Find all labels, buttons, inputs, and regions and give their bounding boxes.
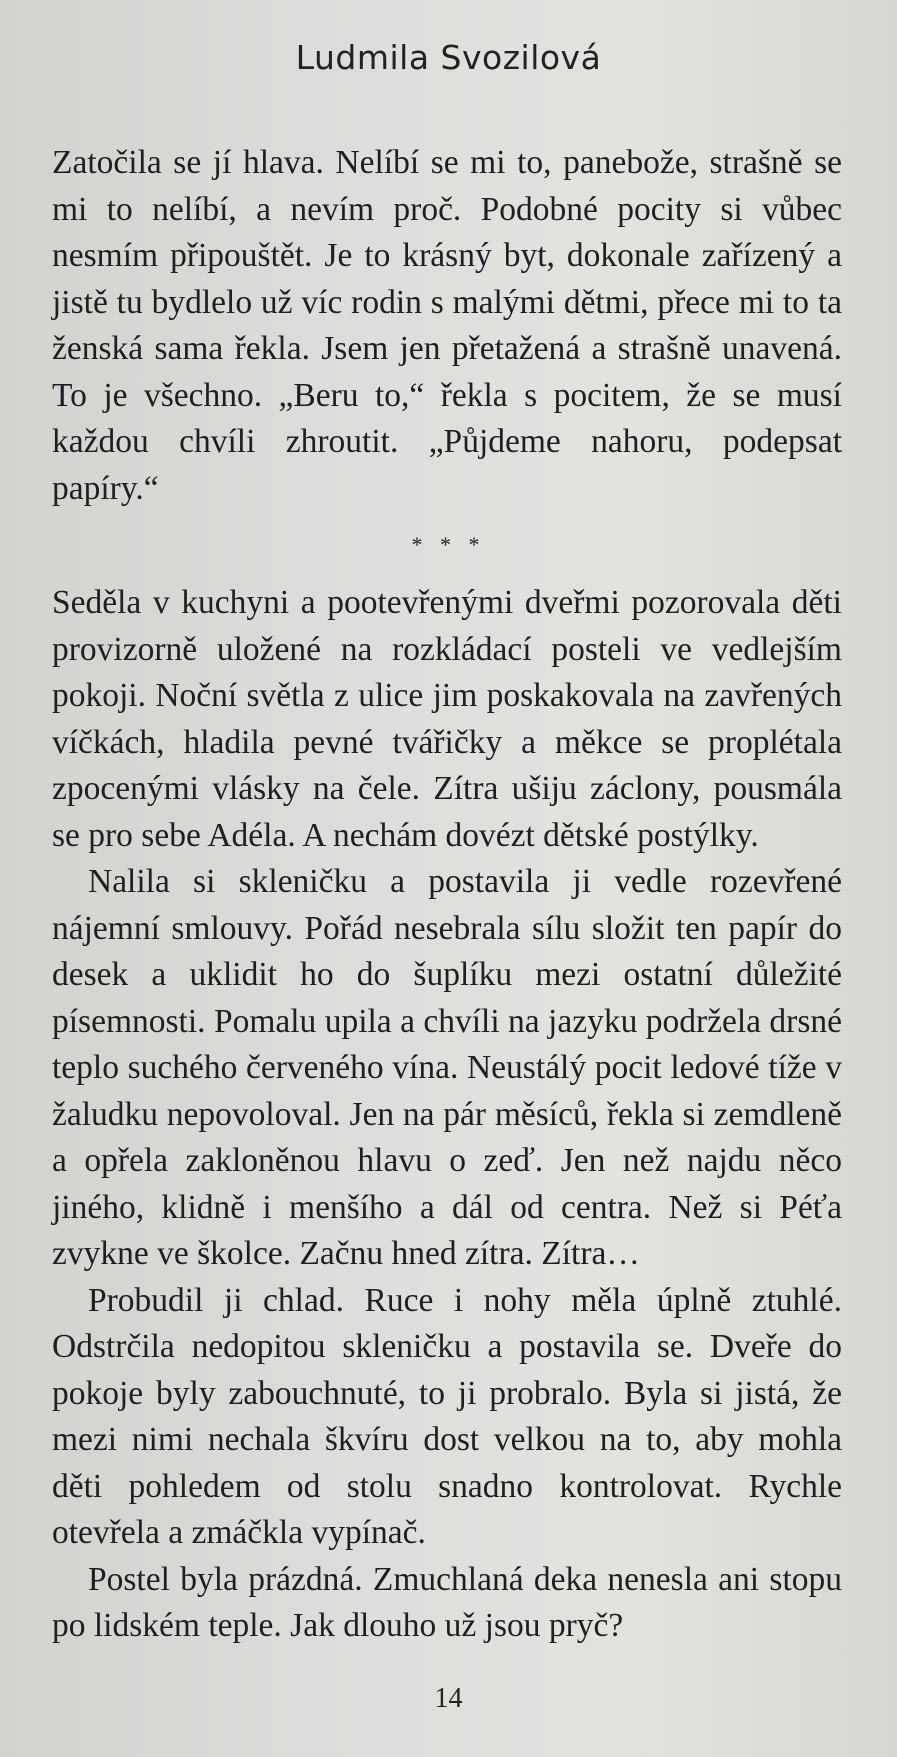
section-separator: * * * [411, 532, 486, 557]
paragraph: Postel byla prázdná. Zmuchlaná deka nenesla ani stopu po lidském teple. Jak dlouho už jsou pryč? [52, 1560, 842, 1644]
paragraph: Probudil ji chlad. Ruce i nohy měla úplně ztuhlé. Odstrčila nedopitou skleničku a postavila se. Dveře do pokoje byly zabouchnuté, to ji probralo. Byla si jistá, že mezi nimi nechala škvíru dost velkou na to, aby mohla děti pohledem od stolu snadno kontrolovat. Rychle otevřela a zmáčkla vypínač. [52, 1281, 842, 1551]
paragraph: Zatočila se jí hlava. Nelíbí se mi to, panebože, strašně se mi to nelíbí, a nevím proč. Podobné pocity si vůbec nesmím připouštět. Je to krásný byt, dokonale zařízený a jistě tu bydlelo už víc rodin s malými dětmi, přece mi to ta ženská sama řekla. Jsem jen přetažená a strašně unavená. To je všechno. „Beru to,“ řekla s pocitem, že se musí každou chvíli zhroutit. „Půjdeme nahoru, podepsat papíry.“ [52, 144, 842, 507]
paragraph: Seděla v kuchyni a pootevřenými dveřmi pozorovala děti provizorně uložené na rozkládací posteli ve vedlejším pokoji. Noční světla z ulice jim poskakovala na zavřených víčkách, hladila pevné tvářičky a měkce se proplétala zpocenými vlásky na čele. Zítra ušiju záclony, pousmála se pro sebe Adéla. A nechám dovézt dětské postýlky. [52, 584, 842, 854]
text-block-top [52, 140, 842, 512]
paragraph: Nalila si skleničku a postavila ji vedle rozevřené nájemní smlouvy. Pořád nesebrala sílu složit ten papír do desek a uklidit ho do šuplíku mezi ostatní důležité písemnosti. Pomalu upila a chvíli na jazyku podržela drsné teplo suchého červeného vína. Neustálý pocit ledové tíže v žaludku nepovoloval. Jen na pár měsíců, řekla si zemdleně a opřela zakloněnou hlavu o zeď. Jen než najdu něco jiného, klidně i menšího a dál od centra. Než si Péťa zvykne ve školce. Začnu hned zítra. Zítra… [52, 863, 842, 1272]
page-number: 14 [434, 1683, 463, 1714]
text-block-bottom [52, 580, 842, 1650]
running-head-author: Ludmila Svozilová [295, 38, 602, 77]
